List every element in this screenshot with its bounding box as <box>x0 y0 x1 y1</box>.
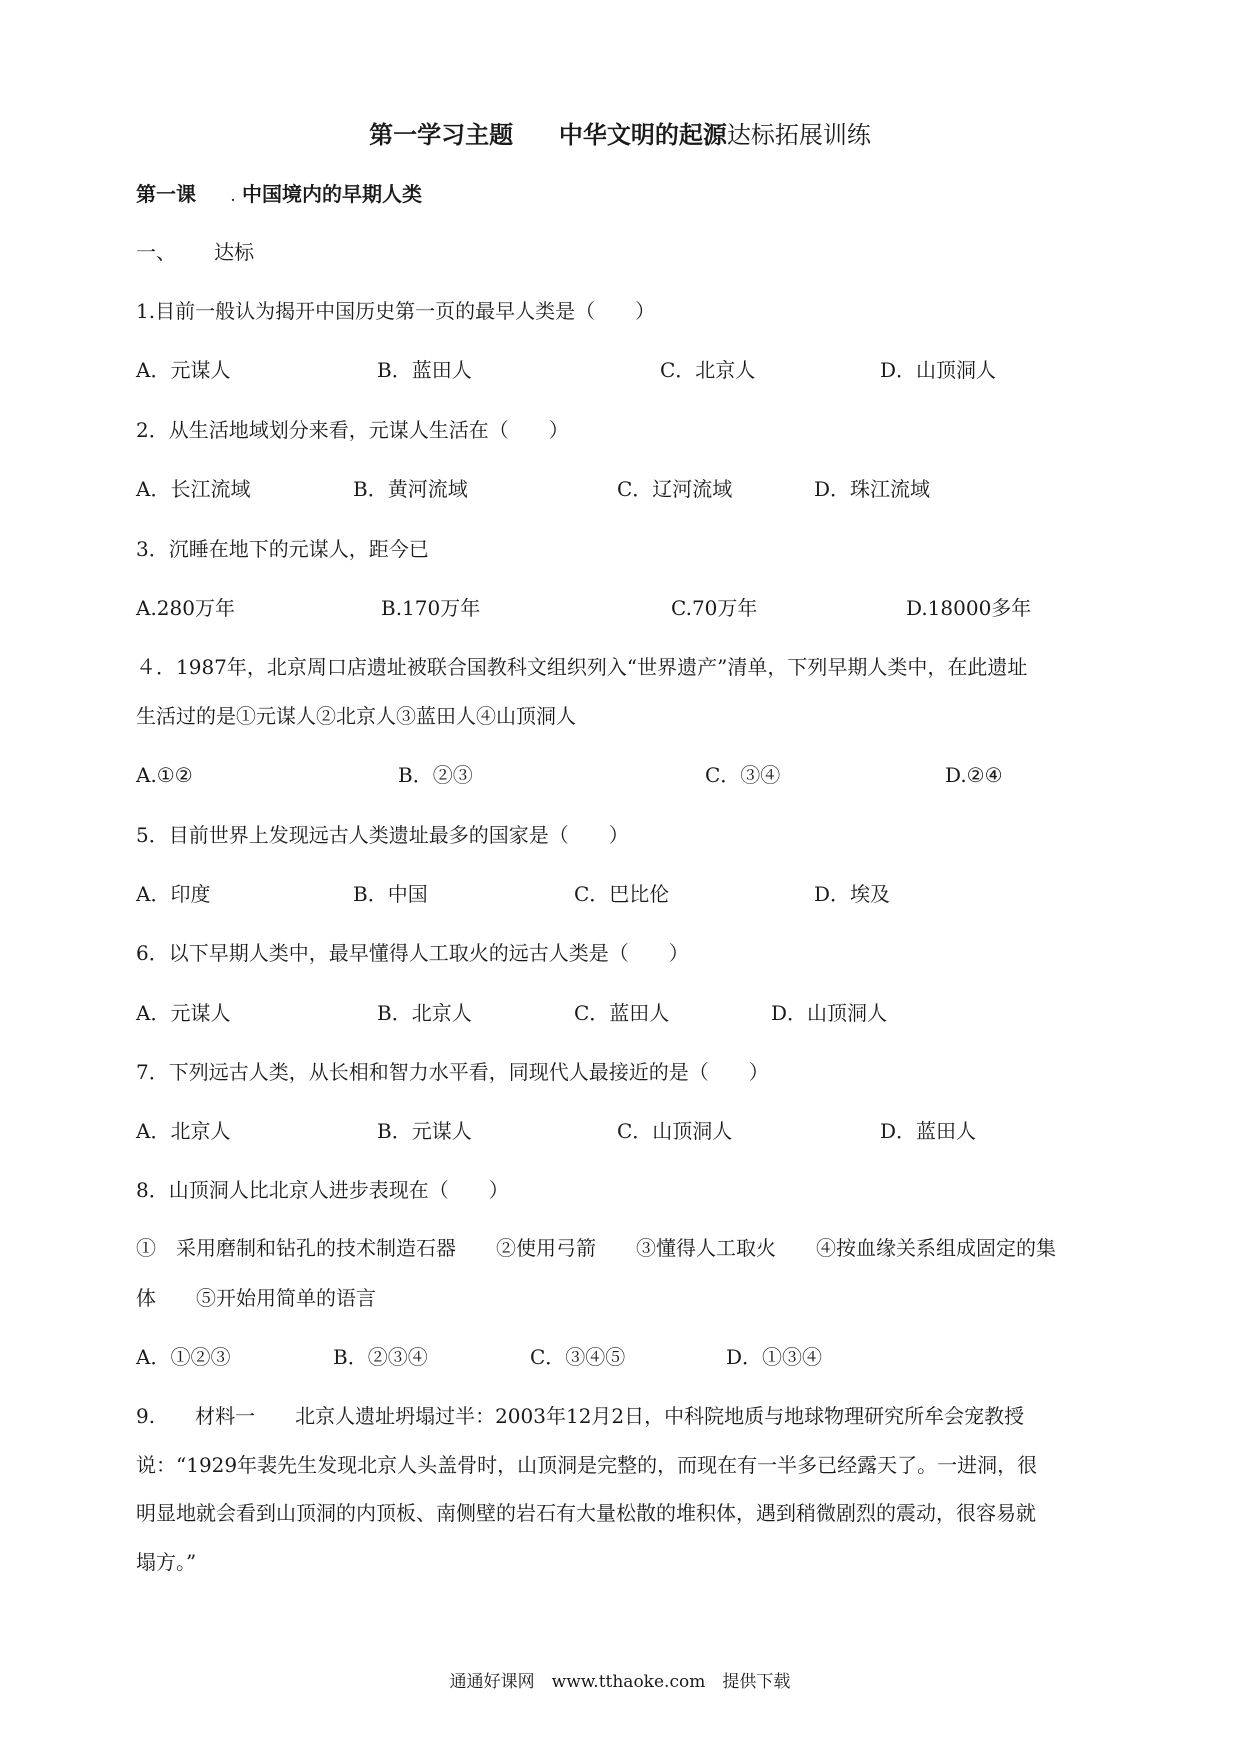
q2-option-c: C．辽河流域 <box>617 477 733 501</box>
q1-option-b: B．蓝田人 <box>377 358 472 382</box>
q4-option-d: D.②④ <box>945 763 1003 787</box>
question-9-line-2: 说：“1929年裴先生发现北京人头盖骨时，山顶洞是完整的，而现在有一半多已经露天了。一进洞，很 <box>136 1453 1038 1477</box>
q3-option-b: B.170万年 <box>381 596 481 620</box>
q5-option-d: D．埃及 <box>814 882 891 906</box>
q2-option-b: B．黄河流域 <box>353 477 468 501</box>
page-title <box>0 119 1240 151</box>
question-4-line-2: 生活过的是①元谋人②北京人③蓝田人④山顶洞人 <box>136 704 576 728</box>
section-heading <box>136 239 254 265</box>
q6-option-c: C．蓝田人 <box>574 1001 670 1025</box>
q3-option-a: A.280万年 <box>136 596 235 620</box>
q1-option-d: D．山顶洞人 <box>880 358 997 382</box>
q2-option-d: D．珠江流域 <box>814 477 931 501</box>
q2-option-a: A．长江流域 <box>136 477 251 501</box>
lesson-label: 第一课 <box>136 182 196 206</box>
q5-option-a: A．印度 <box>136 882 211 906</box>
q4-option-c: C．③④ <box>705 763 781 787</box>
section-num: 一、 <box>136 240 176 264</box>
question-6: 6．以下早期人类中，最早懂得人工取火的远古人类是（ ） <box>136 941 689 965</box>
q4-option-b: B．②③ <box>398 763 473 787</box>
q7-option-d: D．蓝田人 <box>880 1119 977 1143</box>
q8-option-d: D．①③④ <box>726 1345 823 1369</box>
question-3: 3．沉睡在地下的元谋人，距今已 <box>136 537 429 561</box>
title-part2: 中华文明的起源 <box>558 120 727 149</box>
q3-option-d: D.18000多年 <box>906 596 1032 620</box>
page-footer: 通通好课网 www.tthaoke.com 提供下载 <box>449 1672 791 1692</box>
q7-option-a: A．北京人 <box>136 1119 231 1143</box>
question-5: 5．目前世界上发现远古人类遗址最多的国家是（ ） <box>136 823 629 847</box>
question-1: 1.目前一般认为揭开中国历史第一页的最早人类是（ ） <box>136 299 656 323</box>
q3-option-c: C.70万年 <box>671 596 758 620</box>
q5-option-c: C．巴比伦 <box>574 882 670 906</box>
section-name: 达标 <box>214 240 255 264</box>
question-8-items-line-1: ① 采用磨制和钻孔的技术制造石器 ②使用弓箭 ③懂得人工取火 ④按血缘关系组成固定的集 <box>136 1236 1056 1260</box>
lesson-name: 中国境内的早期人类 <box>241 182 422 206</box>
question-4-line-1: ４．1987年，北京周口店遗址被联合国教科文组织列入“世界遗产”清单，下列早期人类中，在此遗址 <box>136 655 1028 679</box>
q8-option-b: B．②③④ <box>333 1345 428 1369</box>
question-8: 8．山顶洞人比北京人进步表现在（ ） <box>136 1178 509 1202</box>
q8-option-a: A．①②③ <box>136 1345 231 1369</box>
lesson-dot: . <box>230 190 236 204</box>
q7-option-c: C．山顶洞人 <box>617 1119 733 1143</box>
q6-option-a: A．元谋人 <box>136 1001 231 1025</box>
question-8-items-line-2: 体 ⑤开始用简单的语言 <box>136 1286 376 1310</box>
q6-option-b: B．北京人 <box>377 1001 472 1025</box>
q1-option-c: C．北京人 <box>660 358 756 382</box>
title-part3: 达标拓展训练 <box>726 121 871 149</box>
question-9-line-4: 塌方。” <box>136 1550 197 1574</box>
q1-option-a: A．元谋人 <box>136 358 231 382</box>
q7-option-b: B．元谋人 <box>377 1119 472 1143</box>
question-9-line-1: 9. 材料一 北京人遗址坍塌过半：2003年12月2日，中科院地质与地球物理研究所牟会宠教授 <box>136 1404 1025 1428</box>
question-2: 2．从生活地域划分来看，元谋人生活在（ ） <box>136 418 569 442</box>
title-part1: 第一学习主题 <box>369 120 514 149</box>
q8-option-c: C．③④⑤ <box>530 1345 626 1369</box>
q4-option-a: A.①② <box>136 763 193 787</box>
question-7: 7．下列远古人类，从长相和智力水平看，同现代人最接近的是（ ） <box>136 1060 769 1084</box>
question-9-line-3: 明显地就会看到山顶洞的内顶板、南侧壁的岩石有大量松散的堆积体，遇到稍微剧烈的震动，很容易就 <box>136 1501 1036 1525</box>
lesson-heading <box>136 181 422 210</box>
q6-option-d: D．山顶洞人 <box>771 1001 888 1025</box>
q5-option-b: B．中国 <box>353 882 428 906</box>
